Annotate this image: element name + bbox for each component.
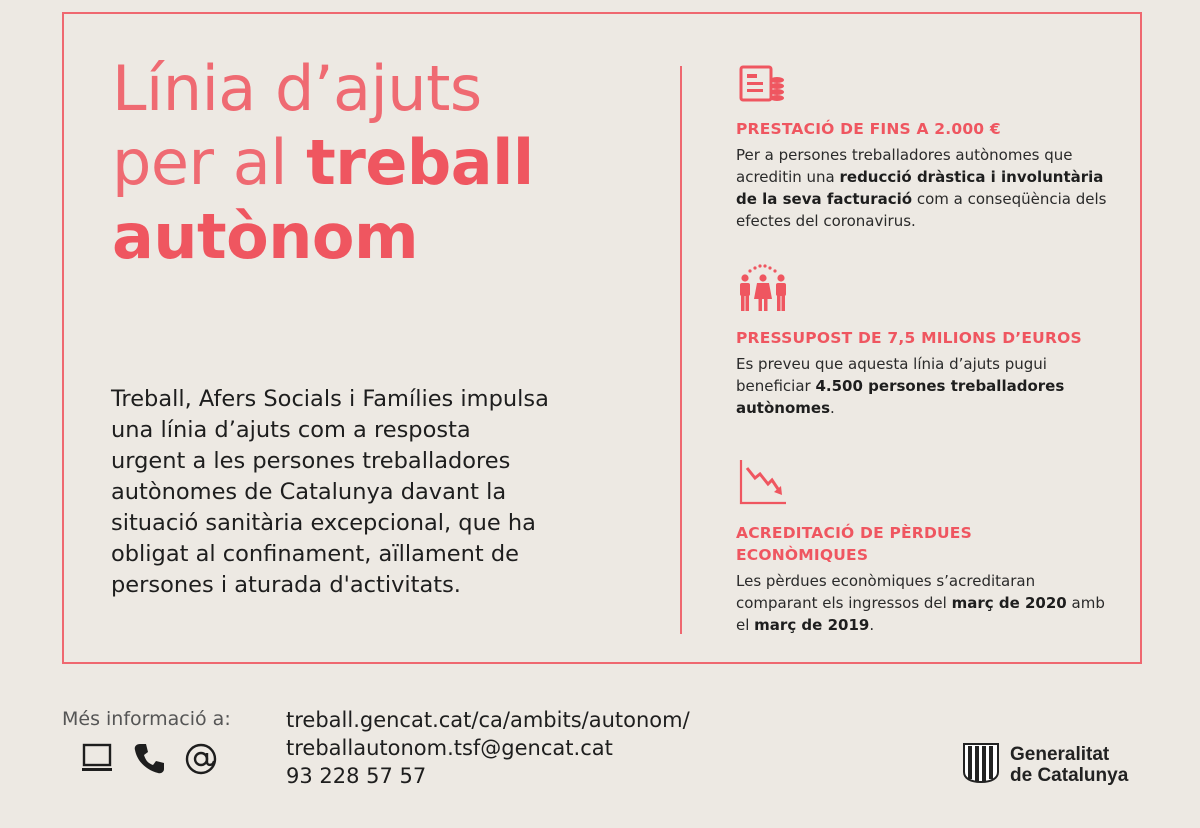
contact-icons: [80, 742, 218, 780]
feature-losses: [736, 458, 1116, 636]
title-line-1: Línia d’ajuts: [112, 52, 482, 125]
feature-text: Es preveu que aquesta línia d’ajuts pugui beneficiar 4.500 persones treballadores autònomes.: [736, 355, 1065, 417]
feature-budget: [736, 264, 1116, 419]
website-link[interactable]: treball.gencat.cat/ca/ambits/autonom/: [286, 708, 690, 732]
phone-number: 93 228 57 57: [286, 764, 427, 788]
people-group-icon: [736, 264, 1116, 316]
senyera-shield-icon: [962, 742, 1000, 788]
computer-icon: [80, 743, 114, 779]
money-stack-icon: [739, 64, 1116, 108]
generalitat-logo: [962, 742, 1128, 788]
title-line-3: autònom: [112, 200, 419, 273]
email-link[interactable]: treballautonom.tsf@gencat.cat: [286, 736, 613, 760]
feature-heading: ACREDITACIÓ DE PÈRDUES ECONÒMIQUES: [736, 524, 972, 564]
feature-text: Per a persones treballadores autònomes que acreditin una reducció dràstica i involuntària de la seva facturació com a conseqüència dels efectes del coronavirus.: [736, 146, 1107, 230]
feature-benefit: [736, 64, 1116, 232]
generalitat-wordmark: Generalitat de Catalunya: [1010, 744, 1129, 786]
page-title: [112, 52, 534, 274]
vertical-divider: [680, 66, 682, 634]
at-sign-icon: [184, 742, 218, 780]
phone-icon: [132, 742, 166, 780]
more-info-label: Més informació a:: [62, 708, 231, 730]
feature-heading: PRESTACIÓ DE FINS A 2.000 €: [736, 120, 1001, 138]
declining-chart-icon: [738, 458, 1116, 510]
contact-details: [286, 706, 690, 790]
title-line-2-bold: treball: [306, 126, 534, 199]
feature-heading: PRESSUPOST DE 7,5 MILIONS D’EUROS: [736, 329, 1082, 347]
title-line-2-light: per al: [112, 126, 307, 199]
feature-text: Les pèrdues econòmiques s’acreditaran comparant els ingressos del març de 2020 amb el març de 2019.: [736, 572, 1105, 634]
intro-paragraph: Treball, Afers Socials i Famílies impulsa una línia d’ajuts com a resposta urgent a les persones treballadores autònomes de Catalunya davant la situació sanitària excepcional, que ha obligat al confinament, aïllament de persones i aturada d'activitats.: [111, 386, 549, 598]
